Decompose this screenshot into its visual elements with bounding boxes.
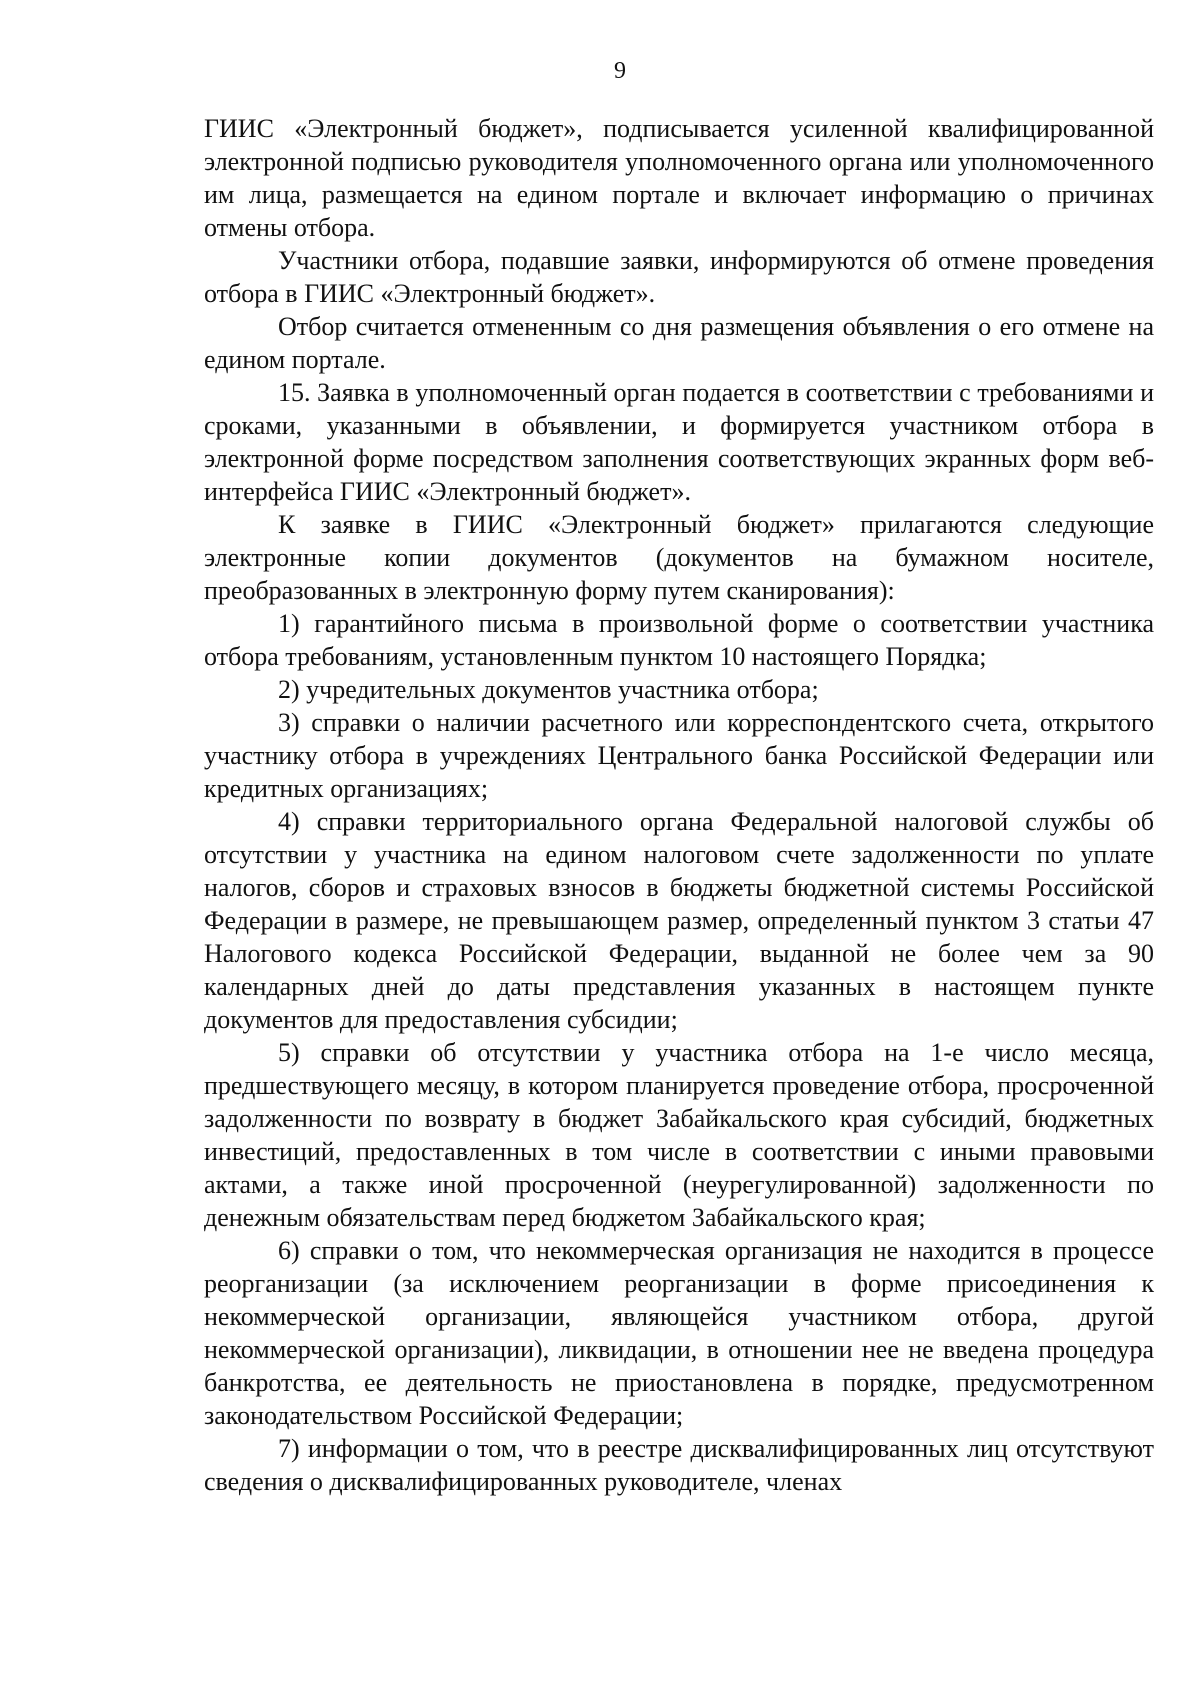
list-item: 6) справки о том, что некоммерческая организация не находится в процессе реорганизации (за исключением реорганизации в форме присоединения к некоммерческой организации, являющейся участником отбора, другой некоммерческой организации), ликвидации, в отношении нее не введена процедура банкротства, ее деятельность не приостановлена в порядке, предусмотренном законодательством Российской Федерации; xyxy=(204,1236,1154,1430)
list-item: 2) учредительных документов участника отбора; xyxy=(278,675,819,704)
list-item: 5) справки об отсутствии у участника отбора на 1-е число месяца, предшествующего месяцу, в котором планируется проведение отбора, просроченной задолженности по возврату в бюджет Забайкальского края субсидий, бюджетных инвестиций, предоставленных в том числе в соответствии с иными правовыми актами, а также иной просроченной (неурегулированной) задолженности по денежным обязательствам перед бюджетом Забайкальского края; xyxy=(204,1038,1154,1232)
list-item: 1) гарантийного письма в произвольной форме о соответствии участника отбора требованиям, установленным пунктом 10 настоящего Порядка; xyxy=(204,609,1154,671)
paragraph: ГИИС «Электронный бюджет», подписывается усиленной квалифицированной электронной подписью руководителя уполномоченного органа или уполномоченного им лица, размещается на едином портале и включает информацию о причинах отмены отбора. xyxy=(204,114,1154,242)
page-number: 9 xyxy=(614,58,626,84)
document-body xyxy=(204,112,1154,1498)
list-item: 7) информации о том, что в реестре дисквалифицированных лиц отсутствуют сведения о дисквалифицированных руководителе, членах xyxy=(204,1434,1154,1496)
paragraph: К заявке в ГИИС «Электронный бюджет» прилагаются следующие электронные копии документов (документов на бумажном носителе, преобразованных в электронную форму путем сканирования): xyxy=(204,510,1154,605)
list-item: 3) справки о наличии расчетного или корреспондентского счета, открытого участнику отбора в учреждениях Центрального банка Российской Федерации или кредитных организациях; xyxy=(204,708,1154,803)
paragraph: 15. Заявка в уполномоченный орган подается в соответствии с требованиями и сроками, указанными в объявлении, и формируется участником отбора в электронной форме посредством заполнения соответствующих экранных форм веб-интерфейса ГИИС «Электронный бюджет». xyxy=(204,378,1154,506)
list-item: 4) справки территориального органа Федеральной налоговой службы об отсутствии у участника на едином налоговом счете задолженности по уплате налогов, сборов и страховых взносов в бюджеты бюджетной системы Российской Федерации в размере, не превышающем размер, определенный пунктом 3 статьи 47 Налогового кодекса Российской Федерации, выданной не более чем за 90 календарных дней до даты представления указанных в настоящем пункте документов для предоставления субсидии; xyxy=(204,807,1154,1034)
paragraph: Отбор считается отмененным со дня размещения объявления о его отмене на едином портале. xyxy=(204,312,1154,374)
paragraph: Участники отбора, подавшие заявки, информируются об отмене проведения отбора в ГИИС «Электронный бюджет». xyxy=(204,246,1154,308)
